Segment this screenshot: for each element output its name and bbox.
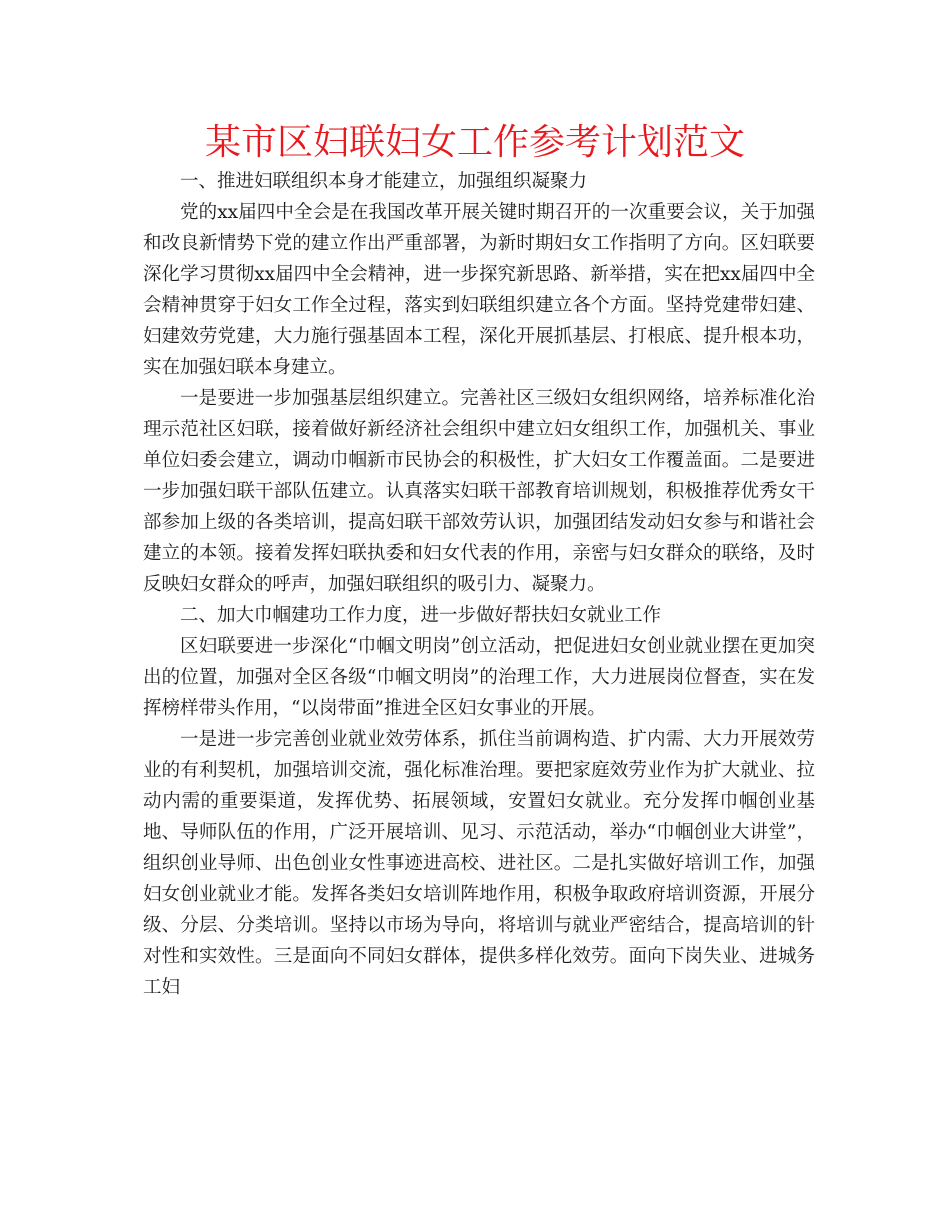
document-body	[143, 166, 815, 1003]
paragraph: 区妇联要进一步深化“巾帼文明岗”创立活动，把促进妇女创业就业摆在更加突出的位置，加强对全区各级“巾帼文明岗”的治理工作，大力进展岗位督查，实在发挥榜样带头作用，“以岗带面”推进全区妇女事业的开展。	[143, 636, 815, 719]
paragraph: 一是要进一步加强基层组织建立。完善社区三级妇女组织网络，培养标准化治理示范社区妇联，接着做好新经济社会组织中建立妇女组织工作，加强机关、事业单位妇委会建立，调动巾帼新市民协会的积极性，扩大妇女工作覆盖面。二是要进一步加强妇联干部队伍建立。认真落实妇联干部教育培训规划，积极推荐优秀女干部参加上级的各类培训，提高妇联干部效劳认识，加强团结发动妇女参与和谐社会建立的本领。接着发挥妇联执委和妇女代表的作用，亲密与妇女群众的联络，及时反映妇女群众的呼声，加强妇联组织的吸引力、凝聚力。	[143, 388, 815, 595]
section-heading-1: 一、推进妇联组织本身才能建立，加强组织凝聚力	[180, 171, 588, 192]
document-title: 某市区妇联妇女工作参考计划范文	[204, 122, 745, 163]
section-heading-2: 二、加大巾帼建功工作力度，进一步做好帮扶妇女就业工作	[180, 605, 662, 626]
paragraph: 一是进一步完善创业就业效劳体系，抓住当前调构造、扩内需、大力开展效劳业的有利契机，加强培训交流，强化标准治理。要把家庭效劳业作为扩大就业、拉动内需的重要渠道，发挥优势、拓展领域，安置妇女就业。充分发挥巾帼创业基地、导师队伍的作用，广泛开展培训、见习、示范活动，举办“巾帼创业大讲堂”，组织创业导师、出色创业女性事迹进高校、进社区。二是扎实做好培训工作，加强妇女创业就业才能。发挥各类妇女培训阵地作用，积极争取政府培训资源，开展分级、分层、分类培训。坚持以市场为导向，将培训与就业严密结合，提高培训的针对性和实效性。三是面向不同妇女群体，提供多样化效劳。面向下岗失业、进城务工妇	[143, 729, 815, 998]
paragraph: 党的xx届四中全会是在我国改革开展关键时期召开的一次重要会议，关于加强和改良新情势下党的建立作出严重部署，为新时期妇女工作指明了方向。区妇联要深化学习贯彻xx届四中全会精神，进一步探究新思路、新举措，实在把xx届四中全会精神贯穿于妇女工作全过程，落实到妇联组织建立各个方面。坚持党建带妇建、妇建效劳党建，大力施行强基固本工程，深化开展抓基层、打根底、提升根本功，实在加强妇联本身建立。	[143, 202, 815, 378]
